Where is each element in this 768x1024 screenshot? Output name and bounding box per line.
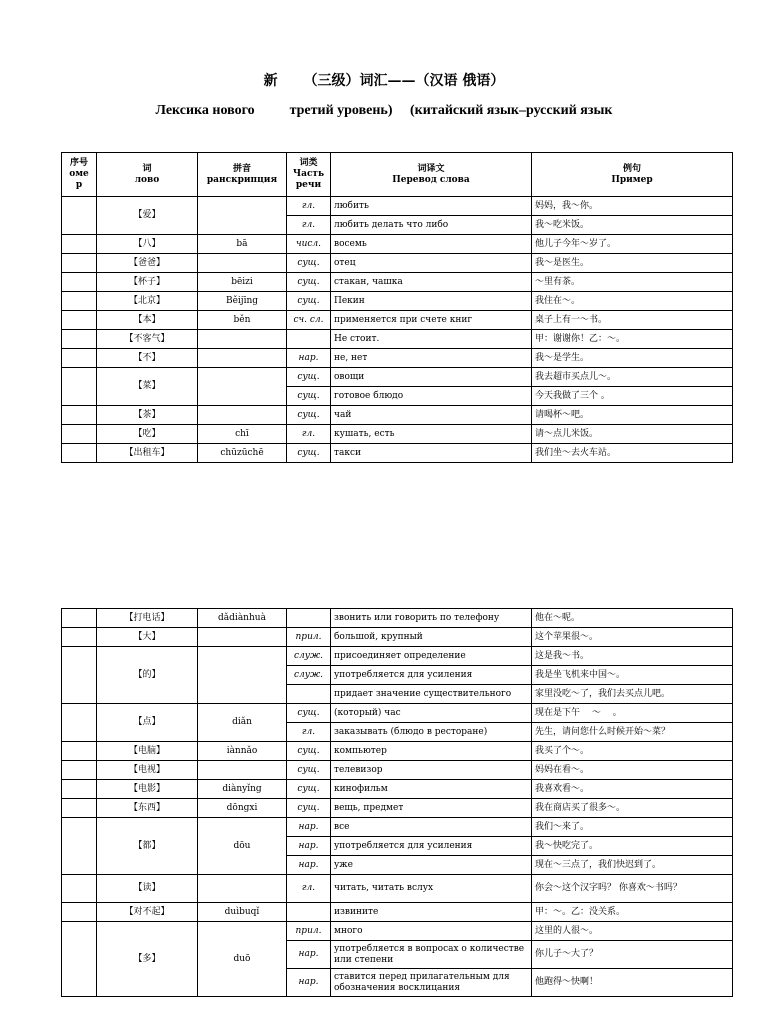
table-row bbox=[62, 292, 733, 311]
cell-translation: придает значение существительного bbox=[331, 685, 532, 704]
cell-example: 我～吃米饭。 bbox=[532, 216, 733, 235]
cell-example: 我～是医生。 bbox=[532, 254, 733, 273]
cell-example: 今天我做了三个 。 bbox=[532, 387, 733, 406]
cell-translation: употребляется в вопросах о количестве или степени bbox=[331, 941, 532, 969]
cell-word: 【读】 bbox=[97, 875, 198, 903]
cell-example: 家里没吃～了，我们去买点儿吧。 bbox=[532, 685, 733, 704]
table-row bbox=[62, 235, 733, 254]
cell-example: 这里的人很～。 bbox=[532, 922, 733, 941]
cell-part-of-speech: гл. bbox=[287, 197, 331, 216]
header-part-of-speech bbox=[287, 153, 331, 197]
cell-example: 请～点儿米饭。 bbox=[532, 425, 733, 444]
cell-pinyin: bēizi bbox=[198, 273, 287, 292]
cell-pinyin: diànyǐng bbox=[198, 780, 287, 799]
cell-number bbox=[62, 254, 97, 273]
cell-pinyin bbox=[198, 761, 287, 780]
cell-part-of-speech: сущ. bbox=[287, 273, 331, 292]
table-row bbox=[62, 818, 733, 837]
cell-pinyin bbox=[198, 875, 287, 903]
header-translation bbox=[331, 153, 532, 197]
cell-example: 桌子上有一～书。 bbox=[532, 311, 733, 330]
table-row bbox=[62, 425, 733, 444]
table-row bbox=[62, 704, 733, 723]
cell-word: 【爸爸】 bbox=[97, 254, 198, 273]
cell-number bbox=[62, 609, 97, 628]
cell-part-of-speech: сущ. bbox=[287, 387, 331, 406]
vocabulary-table-2-body bbox=[62, 609, 733, 997]
cell-word: 【多】 bbox=[97, 922, 198, 997]
table-row bbox=[62, 922, 733, 941]
cell-example: 妈妈，我～你。 bbox=[532, 197, 733, 216]
cell-word: 【大】 bbox=[97, 628, 198, 647]
cell-part-of-speech: сущ. bbox=[287, 368, 331, 387]
cell-example: ～里有茶。 bbox=[532, 273, 733, 292]
cell-pinyin: běn bbox=[198, 311, 287, 330]
cell-pinyin bbox=[198, 368, 287, 406]
cell-example: 现在是下午 ～ 。 bbox=[532, 704, 733, 723]
table-row bbox=[62, 609, 733, 628]
cell-word: 【电脑】 bbox=[97, 742, 198, 761]
cell-word: 【八】 bbox=[97, 235, 198, 254]
cell-translation: большой, крупный bbox=[331, 628, 532, 647]
cell-part-of-speech: нар. bbox=[287, 941, 331, 969]
cell-translation: присоединяет определение bbox=[331, 647, 532, 666]
cell-number bbox=[62, 330, 97, 349]
header-word-ru: лово bbox=[134, 174, 160, 185]
cell-translation: все bbox=[331, 818, 532, 837]
cell-part-of-speech: сущ. bbox=[287, 761, 331, 780]
table-row bbox=[62, 761, 733, 780]
cell-translation: (который) час bbox=[331, 704, 532, 723]
cell-number bbox=[62, 628, 97, 647]
cell-part-of-speech: сущ. bbox=[287, 704, 331, 723]
cell-part-of-speech: прил. bbox=[287, 628, 331, 647]
cell-part-of-speech: сущ. bbox=[287, 254, 331, 273]
cell-example: 请喝杯～吧。 bbox=[532, 406, 733, 425]
cell-part-of-speech: гл. bbox=[287, 216, 331, 235]
table-row bbox=[62, 311, 733, 330]
table-row bbox=[62, 875, 733, 903]
cell-number bbox=[62, 799, 97, 818]
cell-word: 【杯子】 bbox=[97, 273, 198, 292]
table-row bbox=[62, 444, 733, 463]
cell-example: 甲：谢谢你！乙：～。 bbox=[532, 330, 733, 349]
cell-translation: извините bbox=[331, 903, 532, 922]
header-number bbox=[62, 153, 97, 197]
cell-example: 我喜欢看～。 bbox=[532, 780, 733, 799]
cell-pinyin: duō bbox=[198, 922, 287, 997]
cell-number bbox=[62, 197, 97, 235]
cell-pinyin: chūzūchē bbox=[198, 444, 287, 463]
cell-pinyin: dōu bbox=[198, 818, 287, 875]
cell-pinyin: iànnǎo bbox=[198, 742, 287, 761]
cell-part-of-speech bbox=[287, 903, 331, 922]
cell-part-of-speech: сущ. bbox=[287, 780, 331, 799]
cell-translation: восемь bbox=[331, 235, 532, 254]
cell-translation: такси bbox=[331, 444, 532, 463]
cell-translation: любить bbox=[331, 197, 532, 216]
table-row bbox=[62, 197, 733, 216]
cell-pinyin bbox=[198, 406, 287, 425]
cell-part-of-speech: сущ. bbox=[287, 406, 331, 425]
cell-translation: отец bbox=[331, 254, 532, 273]
cell-translation: компьютер bbox=[331, 742, 532, 761]
cell-word: 【的】 bbox=[97, 647, 198, 704]
cell-part-of-speech bbox=[287, 609, 331, 628]
cell-word: 【打电话】 bbox=[97, 609, 198, 628]
cell-part-of-speech: сущ. bbox=[287, 444, 331, 463]
cell-example: 先生，请问您什么时候开始～菜？ bbox=[532, 723, 733, 742]
cell-part-of-speech: сущ. bbox=[287, 799, 331, 818]
cell-example: 这个苹果很～。 bbox=[532, 628, 733, 647]
cell-translation: звонить или говорить по телефону bbox=[331, 609, 532, 628]
cell-translation: кинофильм bbox=[331, 780, 532, 799]
cell-pinyin: bā bbox=[198, 235, 287, 254]
cell-translation: стакан, чашка bbox=[331, 273, 532, 292]
cell-part-of-speech: сч. сл. bbox=[287, 311, 331, 330]
cell-translation: вещь, предмет bbox=[331, 799, 532, 818]
cell-pinyin: chī bbox=[198, 425, 287, 444]
cell-part-of-speech: служ. bbox=[287, 647, 331, 666]
cell-example: 我在商店买了很多～。 bbox=[532, 799, 733, 818]
cell-part-of-speech: сущ. bbox=[287, 742, 331, 761]
table-row bbox=[62, 254, 733, 273]
header-pos-ru-end: речи bbox=[295, 180, 322, 190]
cell-pinyin: dōngxi bbox=[198, 799, 287, 818]
cell-number bbox=[62, 742, 97, 761]
cell-part-of-speech: сущ. bbox=[287, 292, 331, 311]
cell-example: 这是我～书。 bbox=[532, 647, 733, 666]
header-number-ru-end: р bbox=[75, 180, 83, 190]
cell-word: 【东西】 bbox=[97, 799, 198, 818]
cell-example: 甲：～。乙：没关系。 bbox=[532, 903, 733, 922]
cell-part-of-speech: нар. bbox=[287, 969, 331, 997]
cell-part-of-speech: гл. bbox=[287, 875, 331, 903]
vocabulary-table-1-body bbox=[62, 197, 733, 463]
cell-word: 【不客气】 bbox=[97, 330, 198, 349]
cell-part-of-speech: нар. bbox=[287, 856, 331, 875]
cell-word: 【对不起】 bbox=[97, 903, 198, 922]
cell-translation: кушать, есть bbox=[331, 425, 532, 444]
cell-translation: телевизор bbox=[331, 761, 532, 780]
cell-number bbox=[62, 647, 97, 704]
header-pos-ru: Часть bbox=[292, 169, 325, 179]
cell-pinyin: Běijīng bbox=[198, 292, 287, 311]
vocabulary-table-1 bbox=[61, 152, 733, 463]
cell-word: 【菜】 bbox=[97, 368, 198, 406]
cell-number bbox=[62, 761, 97, 780]
cell-pinyin bbox=[198, 254, 287, 273]
header-example-zh: 例句 bbox=[622, 163, 641, 174]
cell-number bbox=[62, 903, 97, 922]
cell-word: 【出租车】 bbox=[97, 444, 198, 463]
cell-number bbox=[62, 780, 97, 799]
header-translation-ru: Перевод слова bbox=[392, 174, 470, 185]
cell-translation: овощи bbox=[331, 368, 532, 387]
cell-translation: чай bbox=[331, 406, 532, 425]
header-pos-zh: 词类 bbox=[299, 158, 318, 168]
cell-number bbox=[62, 922, 97, 997]
cell-pinyin: dǎdiànhuà bbox=[198, 609, 287, 628]
cell-translation: уже bbox=[331, 856, 532, 875]
cell-example: 我去超市买点儿～。 bbox=[532, 368, 733, 387]
cell-pinyin bbox=[198, 330, 287, 349]
cell-part-of-speech: гл. bbox=[287, 425, 331, 444]
table-header-row bbox=[62, 153, 733, 197]
cell-pinyin bbox=[198, 197, 287, 235]
table-row bbox=[62, 903, 733, 922]
cell-example: 我～是学生。 bbox=[532, 349, 733, 368]
cell-example: 你会～这个汉字吗？ 你喜欢～书吗？ bbox=[532, 875, 733, 903]
header-number-ru: оме bbox=[69, 169, 89, 179]
cell-example: 妈妈在看～。 bbox=[532, 761, 733, 780]
cell-example: 我们～来了。 bbox=[532, 818, 733, 837]
cell-word: 【电影】 bbox=[97, 780, 198, 799]
table-row bbox=[62, 799, 733, 818]
cell-word: 【不】 bbox=[97, 349, 198, 368]
cell-word: 【爱】 bbox=[97, 197, 198, 235]
cell-number bbox=[62, 704, 97, 742]
table-row bbox=[62, 349, 733, 368]
cell-part-of-speech bbox=[287, 330, 331, 349]
cell-part-of-speech: нар. bbox=[287, 349, 331, 368]
page-title-chinese: 新 （三级）词汇——（汉语 俄语） bbox=[263, 73, 505, 89]
cell-number bbox=[62, 444, 97, 463]
cell-example: 我～快吃完了。 bbox=[532, 837, 733, 856]
cell-pinyin: diǎn bbox=[198, 704, 287, 742]
cell-example: 我是坐飞机来中国～。 bbox=[532, 666, 733, 685]
header-word-zh: 词 bbox=[142, 163, 152, 174]
cell-pinyin bbox=[198, 628, 287, 647]
cell-translation: заказывать (блюдо в ресторане) bbox=[331, 723, 532, 742]
cell-word: 【电视】 bbox=[97, 761, 198, 780]
header-pinyin-ru: ранскрипция bbox=[206, 174, 278, 185]
cell-word: 【本】 bbox=[97, 311, 198, 330]
cell-pinyin bbox=[198, 349, 287, 368]
cell-part-of-speech bbox=[287, 685, 331, 704]
cell-translation: употребляется для усиления bbox=[331, 666, 532, 685]
page-title-russian: Лексика нового третий уровень) (китайский язык–русский язык bbox=[155, 103, 613, 118]
cell-part-of-speech: нар. bbox=[287, 818, 331, 837]
table-row bbox=[62, 273, 733, 292]
cell-number bbox=[62, 292, 97, 311]
cell-example: 我们坐～去火车站。 bbox=[532, 444, 733, 463]
cell-translation: готовое блюдо bbox=[331, 387, 532, 406]
cell-example: 我买了个～。 bbox=[532, 742, 733, 761]
cell-example: 你儿子～大了？ bbox=[532, 941, 733, 969]
cell-translation: много bbox=[331, 922, 532, 941]
cell-word: 【北京】 bbox=[97, 292, 198, 311]
header-pinyin-zh: 拼音 bbox=[232, 163, 251, 174]
cell-example: 他儿子今年～岁了。 bbox=[532, 235, 733, 254]
cell-word: 【吃】 bbox=[97, 425, 198, 444]
cell-number bbox=[62, 368, 97, 406]
cell-word: 【茶】 bbox=[97, 406, 198, 425]
table-row bbox=[62, 368, 733, 387]
cell-pinyin bbox=[198, 647, 287, 704]
table-row bbox=[62, 780, 733, 799]
cell-pinyin: duìbuqǐ bbox=[198, 903, 287, 922]
header-word bbox=[97, 153, 198, 197]
cell-translation: читать, читать вслух bbox=[331, 875, 532, 903]
cell-example: 他在～呢。 bbox=[532, 609, 733, 628]
cell-part-of-speech: служ. bbox=[287, 666, 331, 685]
cell-translation: не, нет bbox=[331, 349, 532, 368]
table-row bbox=[62, 742, 733, 761]
cell-translation: употребляется для усиления bbox=[331, 837, 532, 856]
cell-number bbox=[62, 349, 97, 368]
cell-example: 他跑得～快啊！ bbox=[532, 969, 733, 997]
cell-word: 【点】 bbox=[97, 704, 198, 742]
cell-part-of-speech: прил. bbox=[287, 922, 331, 941]
cell-word: 【都】 bbox=[97, 818, 198, 875]
cell-translation: применяется при счете книг bbox=[331, 311, 532, 330]
table-row bbox=[62, 330, 733, 349]
cell-example: 我住在～。 bbox=[532, 292, 733, 311]
cell-part-of-speech: числ. bbox=[287, 235, 331, 254]
cell-number bbox=[62, 311, 97, 330]
header-pinyin bbox=[198, 153, 287, 197]
header-example-ru: Пример bbox=[611, 174, 653, 185]
cell-number bbox=[62, 875, 97, 903]
cell-part-of-speech: гл. bbox=[287, 723, 331, 742]
vocabulary-table-2 bbox=[61, 608, 733, 997]
cell-part-of-speech: нар. bbox=[287, 837, 331, 856]
cell-translation: Не стоит. bbox=[331, 330, 532, 349]
cell-number bbox=[62, 425, 97, 444]
cell-number bbox=[62, 406, 97, 425]
cell-translation: любить делать что либо bbox=[331, 216, 532, 235]
cell-translation: ставится перед прилагательным для обозначения восклицания bbox=[331, 969, 532, 997]
cell-number bbox=[62, 273, 97, 292]
table-row bbox=[62, 628, 733, 647]
table-row bbox=[62, 647, 733, 666]
header-example bbox=[532, 153, 733, 197]
cell-translation: Пекин bbox=[331, 292, 532, 311]
table-row bbox=[62, 406, 733, 425]
header-translation-zh: 词译文 bbox=[417, 163, 445, 174]
header-number-zh: 序号 bbox=[69, 158, 88, 168]
cell-number bbox=[62, 818, 97, 875]
cell-example: 现在～三点了，我们快迟到了。 bbox=[532, 856, 733, 875]
cell-number bbox=[62, 235, 97, 254]
